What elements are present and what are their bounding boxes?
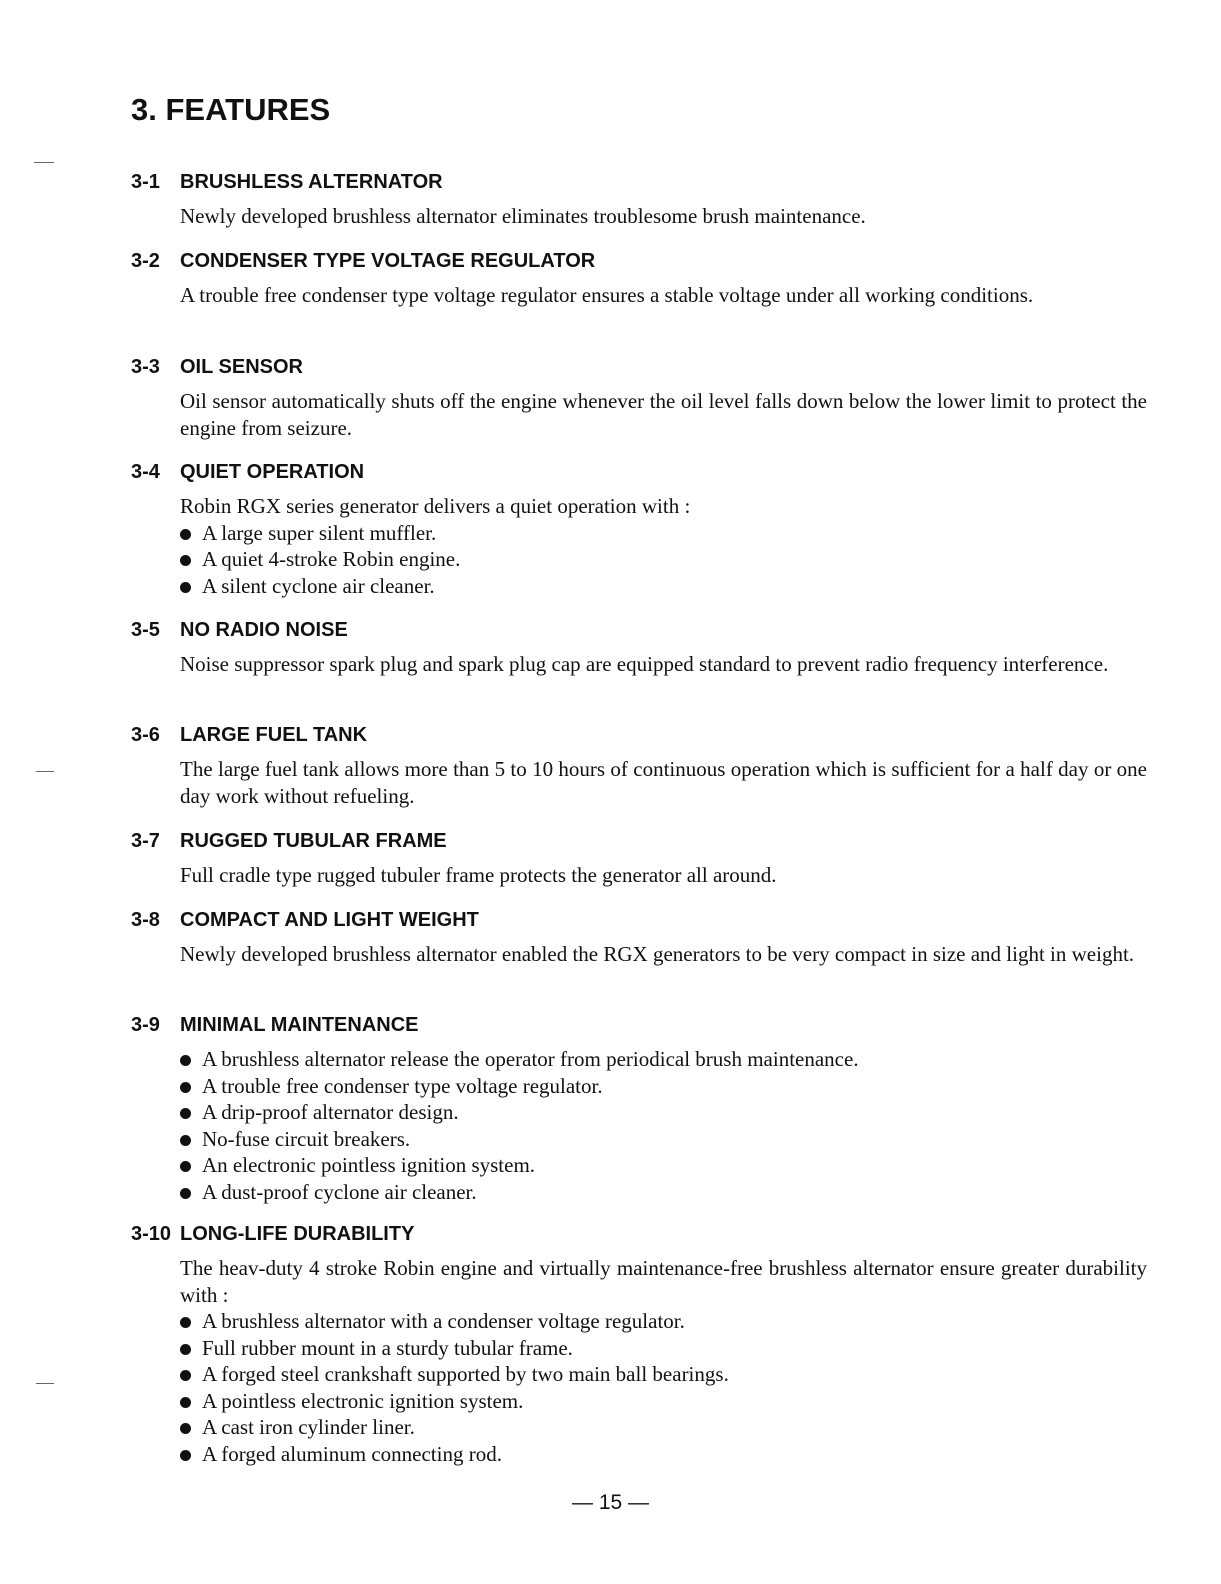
section-minimal-maintenance bbox=[131, 1013, 1147, 1205]
list-item: A pointless electronic ignition system. bbox=[180, 1388, 1147, 1415]
bullet-list bbox=[180, 1308, 1147, 1467]
list-item: A trouble free condenser type voltage regulator. bbox=[180, 1073, 1147, 1100]
section-heading bbox=[131, 908, 1147, 932]
list-item: A large super silent muffler. bbox=[180, 520, 1147, 547]
section-no-radio-noise bbox=[131, 618, 1147, 678]
section-body bbox=[180, 203, 1147, 230]
list-item: An electronic pointless ignition system. bbox=[180, 1152, 1147, 1179]
page-number: — 15 — bbox=[571, 1491, 650, 1514]
section-quiet-operation bbox=[131, 460, 1147, 599]
section-paragraph: Newly developed brushless alternator eliminates troublesome brush maintenance. bbox=[180, 204, 866, 228]
section-title: BRUSHLESS ALTERNATOR bbox=[180, 171, 443, 193]
section-large-fuel-tank bbox=[131, 723, 1147, 809]
list-item: No-fuse circuit breakers. bbox=[180, 1126, 1147, 1153]
section-heading bbox=[131, 1222, 1147, 1246]
section-paragraph: The large fuel tank allows more than 5 to 10 hours of continuous operation which is sufficient for a half day or one day work without refueling. bbox=[180, 757, 1147, 808]
section-title: NO RADIO NOISE bbox=[180, 619, 348, 641]
section-paragraph: Robin RGX series generator delivers a quiet operation with : bbox=[180, 494, 691, 518]
section-rugged-tubular-frame bbox=[131, 829, 1147, 889]
section-heading bbox=[131, 249, 1147, 273]
section-title: OIL SENSOR bbox=[180, 356, 303, 378]
section-number: 3-4 bbox=[131, 461, 160, 483]
section-heading bbox=[131, 723, 1147, 747]
section-title: QUIET OPERATION bbox=[180, 461, 365, 483]
bullet-list bbox=[180, 1046, 1147, 1205]
section-title: COMPACT AND LIGHT WEIGHT bbox=[180, 909, 479, 931]
section-heading bbox=[131, 1013, 1147, 1037]
section-number: 3-10 bbox=[131, 1223, 172, 1245]
margin-mark bbox=[36, 771, 54, 772]
list-item: A drip-proof alternator design. bbox=[180, 1099, 1147, 1126]
section-body bbox=[180, 1255, 1147, 1467]
list-item: A forged steel crankshaft supported by two main ball bearings. bbox=[180, 1361, 1147, 1388]
section-title: CONDENSER TYPE VOLTAGE REGULATOR bbox=[180, 250, 596, 272]
section-body bbox=[180, 941, 1147, 968]
section-body bbox=[180, 862, 1147, 889]
section-body bbox=[180, 1046, 1147, 1205]
list-item: A brushless alternator release the operator from periodical brush maintenance. bbox=[180, 1046, 1147, 1073]
section-paragraph: A trouble free condenser type voltage regulator ensures a stable voltage under all working conditions. bbox=[180, 283, 1034, 307]
section-heading bbox=[131, 618, 1147, 642]
section-paragraph: Noise suppressor spark plug and spark plug cap are equipped standard to prevent radio frequency interference. bbox=[180, 652, 1109, 676]
section-number: 3-8 bbox=[131, 909, 160, 931]
section-number: 3-6 bbox=[131, 724, 160, 746]
margin-mark bbox=[34, 162, 54, 163]
list-item: A dust-proof cyclone air cleaner. bbox=[180, 1179, 1147, 1206]
list-item: A brushless alternator with a condenser voltage regulator. bbox=[180, 1308, 1147, 1335]
section-brushless-alternator bbox=[131, 170, 1147, 230]
section-condenser-voltage-regulator bbox=[131, 249, 1147, 309]
section-long-life-durability bbox=[131, 1222, 1147, 1467]
section-body bbox=[180, 756, 1147, 809]
section-oil-sensor bbox=[131, 355, 1147, 441]
list-item: A forged aluminum connecting rod. bbox=[180, 1441, 1147, 1468]
section-title: LARGE FUEL TANK bbox=[180, 724, 368, 746]
section-body bbox=[180, 651, 1147, 678]
section-heading bbox=[131, 355, 1147, 379]
section-body bbox=[180, 282, 1147, 309]
section-number: 3-1 bbox=[131, 171, 160, 193]
list-item: Full rubber mount in a sturdy tubular frame. bbox=[180, 1335, 1147, 1362]
section-number: 3-2 bbox=[131, 250, 160, 272]
section-title: RUGGED TUBULAR FRAME bbox=[180, 830, 447, 852]
list-item: A cast iron cylinder liner. bbox=[180, 1414, 1147, 1441]
section-paragraph: The heav-duty 4 stroke Robin engine and virtually maintenance-free brushless alternator ensure greater durability with : bbox=[180, 1256, 1147, 1307]
bullet-list bbox=[180, 520, 1147, 600]
section-title: MINIMAL MAINTENANCE bbox=[180, 1014, 419, 1036]
section-number: 3-9 bbox=[131, 1014, 160, 1036]
section-title: LONG-LIFE DURABILITY bbox=[180, 1223, 415, 1245]
section-heading bbox=[131, 170, 1147, 194]
list-item: A quiet 4-stroke Robin engine. bbox=[180, 546, 1147, 573]
section-compact-light-weight bbox=[131, 908, 1147, 968]
section-number: 3-7 bbox=[131, 830, 160, 852]
page-title: 3. FEATURES bbox=[131, 92, 331, 127]
section-paragraph: Oil sensor automatically shuts off the engine whenever the oil level falls down below the lower limit to protect the engine from seizure. bbox=[180, 389, 1147, 440]
section-number: 3-3 bbox=[131, 356, 160, 378]
section-heading bbox=[131, 460, 1147, 484]
section-number: 3-5 bbox=[131, 619, 160, 641]
section-paragraph: Newly developed brushless alternator enabled the RGX generators to be very compact in size and light in weight. bbox=[180, 942, 1135, 966]
section-paragraph: Full cradle type rugged tubuler frame protects the generator all around. bbox=[180, 863, 777, 887]
margin-mark bbox=[36, 1383, 54, 1384]
list-item: A silent cyclone air cleaner. bbox=[180, 573, 1147, 600]
section-body bbox=[180, 493, 1147, 599]
section-heading bbox=[131, 829, 1147, 853]
section-body bbox=[180, 388, 1147, 441]
